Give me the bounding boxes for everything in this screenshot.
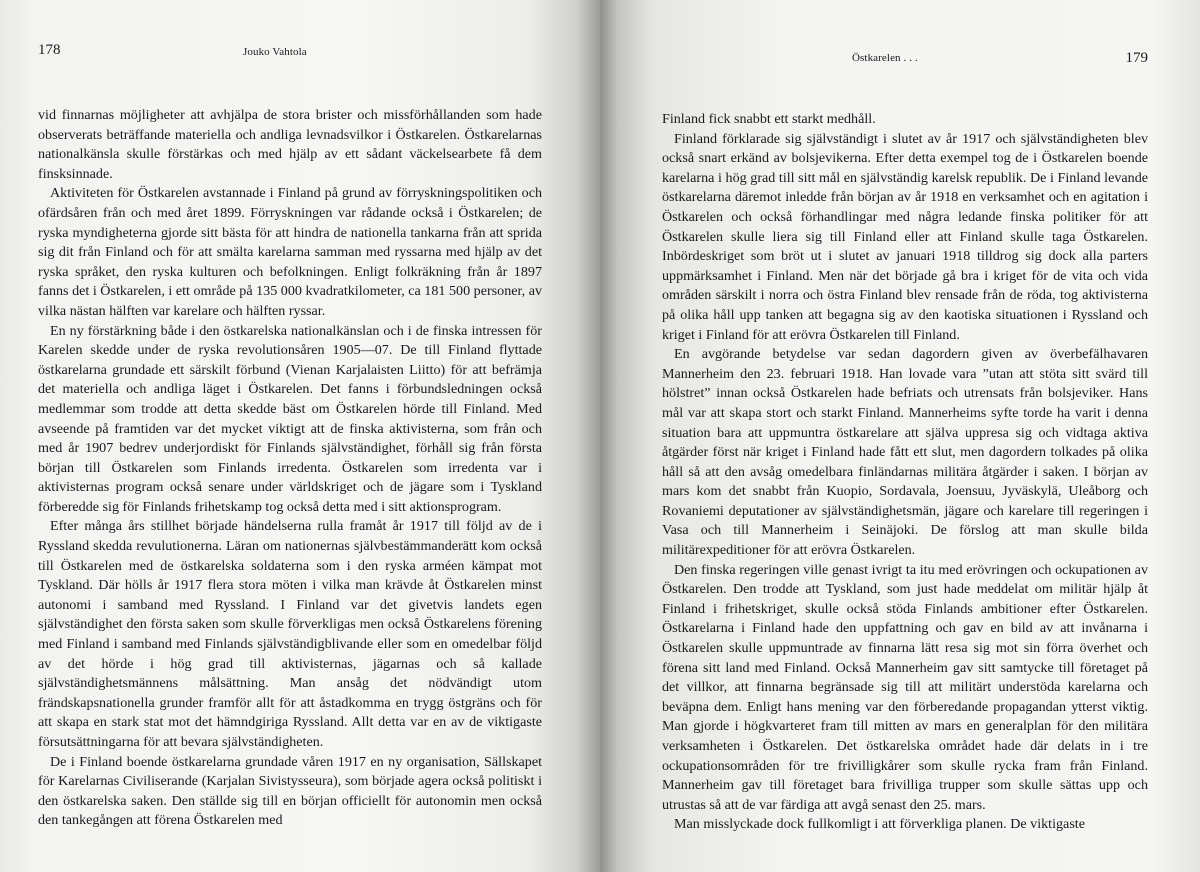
paragraph: Den finska regeringen ville genast ivrigt ta itu med erövringen och ockupationen av Östkarelen. Den trodde att Tyskland, som just hade meddelat om militär hjälp åt Finland i frihetskriget, skulle också stöda Finlands ambitioner efter Östkarelen. Östkarelarna i Finland hade den uppfattning och gav en bild av att invånarna i Östkarelen skulle uppmuntrade av finnarna lätt resa sig mot sin förra överhet och förena sitt land med Finland. Också Mannerheim gav sitt samtycke till företaget på det villkor, att finnarna begränsade sig till att militärt understöda karelarna och beväpna dem. Enligt hans mening var den förberedande propagandan ytterst viktig. Man gjorde i högkvarteret fram till mitten av mars en generalplan för den militära verksamheten i Östkarelen. Det östkarelska området hade där delats in i tre ockupationsområden för tre frivilligkårer som skulle rycka fram från Finland. Mannerheim gav till företaget bara frivilliga trupper som skulle sättas upp och utrustas så att de var färdiga att avgå senast den 25. mars. bbox=[662, 561, 1148, 813]
paragraph: Finland förklarade sig självständigt i slutet av år 1917 och självständigheten blev också snart erkänd av bolsjevikerna. Efter detta exempel tog de i Östkarelen boende karelarna i hög grad till sitt mål en självständig karelsk republik. De i Finland levande östkarelarna däremot inledde från början av år 1918 en verksamhet och en agitation i Östkarelen och också förhandlingar med några ledande finska politiker för att Östkarelen skulle liera sig till Finland eller att Finland skulle taga Östkarelen. Inbördeskriget som bröt ut i slutet av januari 1918 tilldrog sig dock alla parters uppmärksamhet i Finland. Men när det började gå bra i kriget för de vita och vida områden särskilt i norra och östra Finland blev rensade från de röda, tog aktivisterna på olika håll upp tanken att begagna sig av den kaotiska situationen i Ryssland och kriget i Finland för att erövra Östkarelen till Finland. bbox=[662, 130, 1148, 343]
running-head-left bbox=[38, 42, 542, 72]
paragraph: Aktiviteten för Östkarelen avstannade i Finland på grund av förryskningspolitiken och ofärdsåren från och med året 1899. Förryskningen var rådande också i Östkarelen; de ryska myndigheterna gjorde sitt bästa för att hindra de nationella tankarna från att sprida sig dit från Finland och för att smälta karelarna samman med ryssarna med hjälp av det ryska språket, den ryska kulturen och befolkningen. Enligt folkräkning från år 1897 fanns det i Östkarelen, i ett område på 135 000 kvadratkilometer, ca 181 500 personer, av vilka nästan hälften var karelare och hälften ryssar. bbox=[38, 185, 542, 319]
running-head-right bbox=[662, 44, 1148, 74]
right-page-body bbox=[662, 110, 1148, 835]
left-page-body bbox=[38, 106, 542, 831]
paragraph: Man misslyckade dock fullkomligt i att förverkliga planen. De viktigaste bbox=[674, 816, 1085, 833]
paragraph: En avgörande betydelse var sedan dagordern given av överbefälhavaren Mannerheim den 23. februari 1918. Han lovade vara ”utan att stöta sitt svärd till hölstret” innan också Östkarelen hade befriats och utrensats från bolsjeviker. Hans mål var att skapa stort och starkt Finland. Mannerheims syfte torde ha varit i denna situation bara att uppmuntra östkarelare att själva uppresa sig och vidtaga aktiva åtgärder först när kriget i Finland hade fått ett slut, men dagordern tolkades på olika håll så att den avsåg omedelbara finländarnas militära åtgärder i saken. I början av mars kom det snabbt från Kuopio, Sordavala, Joensuu, Jyväskylä, Uleåborg och Rovaniemi deputationer av självständighetsmän, jägare och karelare till regeringen i Vasa och till Mannerheim i Seinäjoki. De förslog att man skulle bilda militärexpeditioner för att erövra Östkarelen. bbox=[662, 346, 1148, 559]
paragraph: Finland fick snabbt ett starkt medhåll. bbox=[662, 111, 876, 127]
page-number-right: 179 bbox=[1125, 50, 1148, 66]
paragraph: De i Finland boende östkarelarna grundade våren 1917 en ny organisation, Sällskapet för Karelarnas Civiliserande (Karjalan Sivistysseura), som började agera också politiskt i den östkarelska saken. Den ställde sig till en början officiellt för autonomin men också den tankegången att förena Östkarelen med bbox=[38, 753, 542, 829]
author-running-head: Jouko Vahtola bbox=[243, 46, 307, 58]
chapter-running-head: Östkarelen . . . bbox=[852, 52, 918, 64]
right-page bbox=[600, 0, 1200, 872]
paragraph: En ny förstärkning både i den östkarelska nationalkänslan och i de finska intressen för Karelen skedde under de ryska revolutionsåren 1905—07. De till Finland flyttade östkarelarna grundade ett särskilt förbund (Vienan Karjalaisten Liitto) för att befrämja det materiella och andliga läget i Östkarelen. Det fanns i förbundsledningen också medlemmar som trodde att detta skedde bäst om Östkarelen hörde till Finland. Med avseende på framtiden var det mycket viktigt att de finska aktivisterna, som från och med år 1907 bedrev underjordiskt för Finlands självständighet, förhåll sig från första början till Östkarelen som Finlands irredenta. Östkarelen som irredenta var i aktivisternas program också senare under världskriget och de jägare som i Tyskland förberedde sig för Finlands frihetskamp tog också detta med i sitt aktionsprogram. bbox=[38, 322, 542, 515]
page-number-left: 178 bbox=[38, 42, 61, 58]
paragraph: vid finnarnas möjligheter att avhjälpa de stora brister och missförhållanden som hade observerats beträffande materiella och andliga levnadsvilkor i Östkarelen. Östkarelarnas nationalkänsla skulle förstärkas och med hjälp av ett sådant väckelsearbete få dem finsksinnade. bbox=[38, 107, 542, 182]
paragraph: Efter många års stillhet började händelserna rulla framåt år 1917 till följd av de i Ryssland skedda revulutionerna. Läran om nationernas självbestämmanderätt kom också till Östkarelen med de östkarelska soldaterna som i den ryska arméen kämpat mot Tyskland. Där hölls år 1917 flera stora möten i vilka man krävde åt Östkarelen minst autonomi i samband med Ryssland. I Finland var det givetvis landets egen självständighet den första saken som skulle förverkligas men också Östkarelens förening med Finland i samband med Finlands självständigblivande eller som en omedelbar följd av det hörde i hög grad till aktivisternas, jägarnas och så kallade självständighetsmännens målsättning. Man ansåg det nödvändigt utom frändskapsnationella grunder framför allt för att åstadkomma en trygg östgräns och för att skapa en stark stat mot det hämndgiriga Ryssland. Allt detta var en av de viktigaste försutsättningarna för att bevara självständigheten. bbox=[38, 518, 542, 750]
